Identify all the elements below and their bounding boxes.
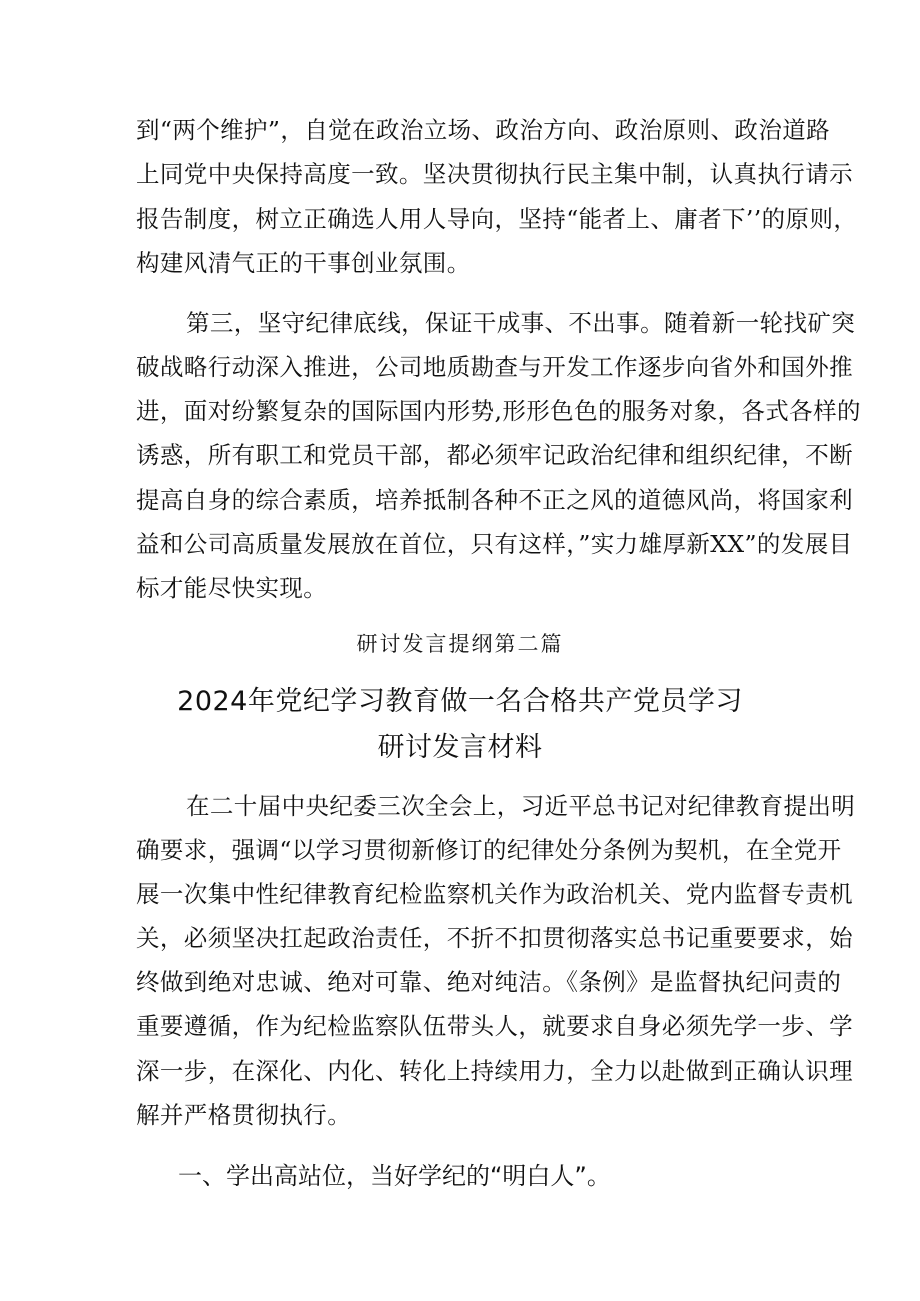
- paragraph-1-line-4: 构建风清气正的干事创业氛围。: [136, 249, 471, 277]
- headline-line-1: 2024年党纪学习教育做一名合格共产党员学习: [177, 686, 743, 717]
- paragraph-3-line-6: 重要遵循，作为纪检监察队伍带头人，就要求自身必须先学一步、学: [136, 1012, 853, 1040]
- paragraph-3-line-1: 在二十届中央纪委三次全会上，习近平总书记对纪律教育提出明: [186, 792, 856, 820]
- paragraph-2-line-2: 破战略行动深入推进，公司地质勘查与开发工作逐步向省外和国外推: [136, 353, 853, 381]
- paragraph-3-line-2: 确要求，强调“以学习贯彻新修订的纪律处分条例为契机，在全党开: [136, 836, 842, 864]
- paragraph-2-line-6: 益和公司高质量发展放在首位，只有这样，”实力雄厚新XX”的发展目: [136, 530, 853, 558]
- paragraph-2-line-7: 标才能尽快实现。: [136, 574, 328, 602]
- section-title: 研讨发言提纲第二篇: [356, 632, 564, 656]
- paragraph-2-line-4: 诱惑，所有职工和党员干部，都必须牢记政治纪律和组织纪律，不断: [136, 441, 853, 469]
- paragraph-2-line-5: 提高自身的综合素质，培养抵制各种不正之风的道德风尚，将国家利: [136, 486, 853, 514]
- paragraph-3-line-8: 解并严格贯彻执行。: [136, 1101, 352, 1129]
- paragraph-3-line-4: 关，必须坚决扛起政治责任，不折不扣贯彻落实总书记重要要求，始: [136, 924, 853, 952]
- paragraph-3-line-7: 深一步，在深化、内化、转化上持续用力，全力以赴做到正确认识理: [136, 1057, 853, 1085]
- paragraph-3-line-5: 终做到绝对忠诚、绝对可靠、绝对纯洁。《条例》是监督执纪问责的: [136, 968, 842, 996]
- headline-line-2: 研讨发言材料: [377, 732, 543, 763]
- paragraph-2-line-3: 进，面对纷繁复杂的国际国内形势,形形色色的服务对象，各式各样的: [136, 397, 861, 425]
- paragraph-1-line-1: 到“两个维护”，自觉在政治立场、政治方向、政治原则、政治道路: [136, 116, 831, 144]
- paragraph-2-line-1: 第三，坚守纪律底线，保证干成事、不出事。随着新一轮找矿突: [186, 309, 856, 337]
- section-heading-1: 一、学出高站位，当好学纪的“明白人”。: [178, 1162, 611, 1190]
- paragraph-1-line-2: 上同党中央保持高度一致。坚决贯彻执行民主集中制，认真执行请示: [136, 160, 853, 188]
- paragraph-3-line-3: 展一次集中性纪律教育纪检监察机关作为政治机关、党内监督专责机: [136, 880, 853, 908]
- paragraph-1-line-3: 报告制度，树立正确选人用人导向，坚持“能者上、庸者下’’的原则，: [136, 205, 858, 233]
